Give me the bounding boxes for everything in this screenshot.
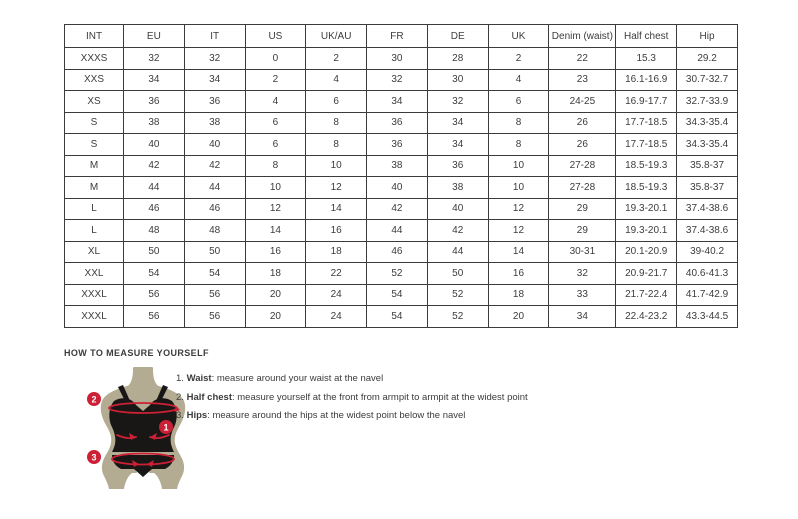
- size-chart-body: [65, 48, 738, 328]
- size-cell: 18: [488, 284, 549, 306]
- size-cell: 33: [549, 284, 616, 306]
- size-cell: 42: [427, 220, 488, 242]
- size-cell: 38: [427, 177, 488, 199]
- size-chart-header: [65, 25, 738, 48]
- size-cell: 42: [184, 155, 245, 177]
- size-cell: 52: [367, 263, 428, 285]
- size-cell: 32.7-33.9: [677, 91, 738, 113]
- step-number: 1.: [176, 373, 184, 384]
- table-row: [65, 112, 738, 134]
- table-row: [65, 69, 738, 91]
- size-cell: 56: [124, 306, 185, 328]
- size-cell: 10: [245, 177, 306, 199]
- size-cell: 27-28: [549, 155, 616, 177]
- size-cell: XXL: [65, 263, 124, 285]
- size-cell: 36: [367, 112, 428, 134]
- size-cell: 8: [306, 112, 367, 134]
- size-cell: 38: [367, 155, 428, 177]
- size-cell: 37.4-38.6: [677, 220, 738, 242]
- size-cell: 12: [488, 220, 549, 242]
- size-cell: 18: [245, 263, 306, 285]
- size-cell: 8: [488, 134, 549, 156]
- size-cell: 44: [184, 177, 245, 199]
- size-cell: 44: [124, 177, 185, 199]
- size-cell: 40: [184, 134, 245, 156]
- size-cell: XL: [65, 241, 124, 263]
- size-cell: 32: [367, 69, 428, 91]
- size-cell: 22.4-23.2: [616, 306, 677, 328]
- size-cell: 46: [124, 198, 185, 220]
- size-cell: L: [65, 220, 124, 242]
- size-cell: 20.9-21.7: [616, 263, 677, 285]
- size-cell: 26: [549, 134, 616, 156]
- table-row: [65, 220, 738, 242]
- size-chart-table: [64, 24, 738, 328]
- size-cell: 8: [306, 134, 367, 156]
- size-cell: 42: [124, 155, 185, 177]
- size-cell: 41.7-42.9: [677, 284, 738, 306]
- size-cell: 34: [367, 91, 428, 113]
- column-header: UK: [488, 25, 549, 48]
- size-cell: 34: [427, 112, 488, 134]
- size-cell: 15.3: [616, 48, 677, 70]
- size-cell: 32: [124, 48, 185, 70]
- size-cell: 35.8-37: [677, 177, 738, 199]
- step-label: Hips: [186, 410, 208, 421]
- size-cell: 56: [184, 306, 245, 328]
- table-row: [65, 198, 738, 220]
- size-cell: XXXL: [65, 306, 124, 328]
- size-cell: 16.1-16.9: [616, 69, 677, 91]
- measure-step: [176, 370, 528, 389]
- size-cell: 54: [184, 263, 245, 285]
- size-cell: M: [65, 155, 124, 177]
- size-cell: 12: [488, 198, 549, 220]
- size-cell: 32: [427, 91, 488, 113]
- size-cell: L: [65, 198, 124, 220]
- size-cell: 16: [306, 220, 367, 242]
- size-cell: 14: [245, 220, 306, 242]
- size-cell: 6: [245, 134, 306, 156]
- size-cell: 50: [427, 263, 488, 285]
- size-cell: 44: [427, 241, 488, 263]
- size-cell: 6: [245, 112, 306, 134]
- size-cell: 36: [367, 134, 428, 156]
- size-cell: 50: [124, 241, 185, 263]
- table-row: [65, 284, 738, 306]
- size-cell: XS: [65, 91, 124, 113]
- size-cell: 16: [245, 241, 306, 263]
- size-cell: 18: [306, 241, 367, 263]
- table-row: [65, 134, 738, 156]
- size-cell: 38: [124, 112, 185, 134]
- size-cell: 52: [427, 306, 488, 328]
- step-number: 2.: [176, 391, 184, 403]
- column-header: EU: [124, 25, 185, 48]
- size-cell: 24: [306, 306, 367, 328]
- size-cell: 19.3-20.1: [616, 220, 677, 242]
- measure-section-title: HOW TO MEASURE YOURSELF: [64, 348, 209, 358]
- size-cell: S: [65, 134, 124, 156]
- size-cell: 26: [549, 112, 616, 134]
- step-text: : measure around the hips at the widest point below the navel: [207, 410, 466, 421]
- size-cell: 54: [367, 284, 428, 306]
- step-label: Half chest: [186, 391, 232, 403]
- step-number: 3.: [176, 410, 184, 421]
- size-cell: 6: [306, 91, 367, 113]
- size-cell: 19.3-20.1: [616, 198, 677, 220]
- size-cell: 30: [367, 48, 428, 70]
- column-header: IT: [184, 25, 245, 48]
- column-header: Denim (waist): [549, 25, 616, 48]
- measure-step: [176, 407, 528, 426]
- size-cell: 27-28: [549, 177, 616, 199]
- measure-step: [176, 389, 528, 408]
- size-cell: 30-31: [549, 241, 616, 263]
- size-cell: 4: [488, 69, 549, 91]
- size-cell: 54: [367, 306, 428, 328]
- badge-hips: 3: [91, 452, 97, 463]
- size-cell: 32: [184, 48, 245, 70]
- size-cell: 17.7-18.5: [616, 112, 677, 134]
- measure-instructions: [176, 370, 528, 426]
- size-cell: 56: [184, 284, 245, 306]
- size-cell: 12: [306, 177, 367, 199]
- header-row: [65, 25, 738, 48]
- size-cell: 48: [184, 220, 245, 242]
- size-cell: 34: [184, 69, 245, 91]
- step-text: : measure yourself at the front from armpit to armpit at the widest point: [231, 391, 528, 403]
- table-row: [65, 48, 738, 70]
- size-cell: 34.3-35.4: [677, 134, 738, 156]
- size-cell: 40: [367, 177, 428, 199]
- size-cell: 10: [488, 155, 549, 177]
- size-cell: 18.5-19.3: [616, 177, 677, 199]
- size-cell: 28: [427, 48, 488, 70]
- size-cell: 29: [549, 220, 616, 242]
- size-cell: 18.5-19.3: [616, 155, 677, 177]
- size-cell: 20: [488, 306, 549, 328]
- size-cell: 0: [245, 48, 306, 70]
- size-cell: 32: [549, 263, 616, 285]
- badge-waist: 1: [163, 422, 169, 433]
- size-cell: 39-40.2: [677, 241, 738, 263]
- size-cell: 34: [427, 134, 488, 156]
- table-row: [65, 155, 738, 177]
- size-cell: S: [65, 112, 124, 134]
- size-cell: 46: [184, 198, 245, 220]
- column-header: Half chest: [616, 25, 677, 48]
- column-header: US: [245, 25, 306, 48]
- size-cell: 20.1-20.9: [616, 241, 677, 263]
- size-cell: 50: [184, 241, 245, 263]
- size-cell: 16.9-17.7: [616, 91, 677, 113]
- size-cell: 46: [367, 241, 428, 263]
- size-cell: 29.2: [677, 48, 738, 70]
- step-text: : measure around your waist at the navel: [211, 373, 384, 384]
- size-cell: 16: [488, 263, 549, 285]
- size-cell: XXXS: [65, 48, 124, 70]
- column-header: UK/AU: [306, 25, 367, 48]
- size-cell: 54: [124, 263, 185, 285]
- size-cell: 2: [245, 69, 306, 91]
- size-cell: 42: [367, 198, 428, 220]
- size-cell: 4: [245, 91, 306, 113]
- size-cell: 40.6-41.3: [677, 263, 738, 285]
- size-cell: 8: [488, 112, 549, 134]
- size-cell: 48: [124, 220, 185, 242]
- size-cell: 44: [367, 220, 428, 242]
- size-cell: 37.4-38.6: [677, 198, 738, 220]
- size-cell: 38: [184, 112, 245, 134]
- badge-chest: 2: [91, 394, 97, 405]
- column-header: INT: [65, 25, 124, 48]
- size-cell: 14: [488, 241, 549, 263]
- size-cell: 35.8-37: [677, 155, 738, 177]
- size-cell: 22: [306, 263, 367, 285]
- column-header: DE: [427, 25, 488, 48]
- size-cell: XXXL: [65, 284, 124, 306]
- size-cell: 30: [427, 69, 488, 91]
- size-cell: 56: [124, 284, 185, 306]
- size-cell: 36: [184, 91, 245, 113]
- size-cell: 4: [306, 69, 367, 91]
- size-cell: 20: [245, 306, 306, 328]
- table-row: [65, 263, 738, 285]
- table-row: [65, 241, 738, 263]
- size-cell: 8: [245, 155, 306, 177]
- size-cell: 40: [427, 198, 488, 220]
- size-cell: 21.7-22.4: [616, 284, 677, 306]
- size-cell: 24: [306, 284, 367, 306]
- step-label: Waist: [186, 373, 212, 384]
- column-header: Hip: [677, 25, 738, 48]
- size-cell: 34.3-35.4: [677, 112, 738, 134]
- size-cell: 36: [427, 155, 488, 177]
- table-row: [65, 306, 738, 328]
- size-cell: 22: [549, 48, 616, 70]
- size-cell: 10: [306, 155, 367, 177]
- column-header: FR: [367, 25, 428, 48]
- size-cell: XXS: [65, 69, 124, 91]
- size-cell: 14: [306, 198, 367, 220]
- size-cell: 36: [124, 91, 185, 113]
- size-cell: 6: [488, 91, 549, 113]
- size-cell: 34: [124, 69, 185, 91]
- size-cell: 17.7-18.5: [616, 134, 677, 156]
- size-cell: 2: [306, 48, 367, 70]
- table-row: [65, 91, 738, 113]
- size-cell: 29: [549, 198, 616, 220]
- size-cell: 30.7-32.7: [677, 69, 738, 91]
- size-cell: 20: [245, 284, 306, 306]
- size-cell: 34: [549, 306, 616, 328]
- size-cell: 23: [549, 69, 616, 91]
- size-cell: 10: [488, 177, 549, 199]
- size-cell: M: [65, 177, 124, 199]
- size-cell: 24-25: [549, 91, 616, 113]
- size-cell: 2: [488, 48, 549, 70]
- size-cell: 12: [245, 198, 306, 220]
- size-cell: 43.3-44.5: [677, 306, 738, 328]
- table-row: [65, 177, 738, 199]
- size-cell: 52: [427, 284, 488, 306]
- size-cell: 40: [124, 134, 185, 156]
